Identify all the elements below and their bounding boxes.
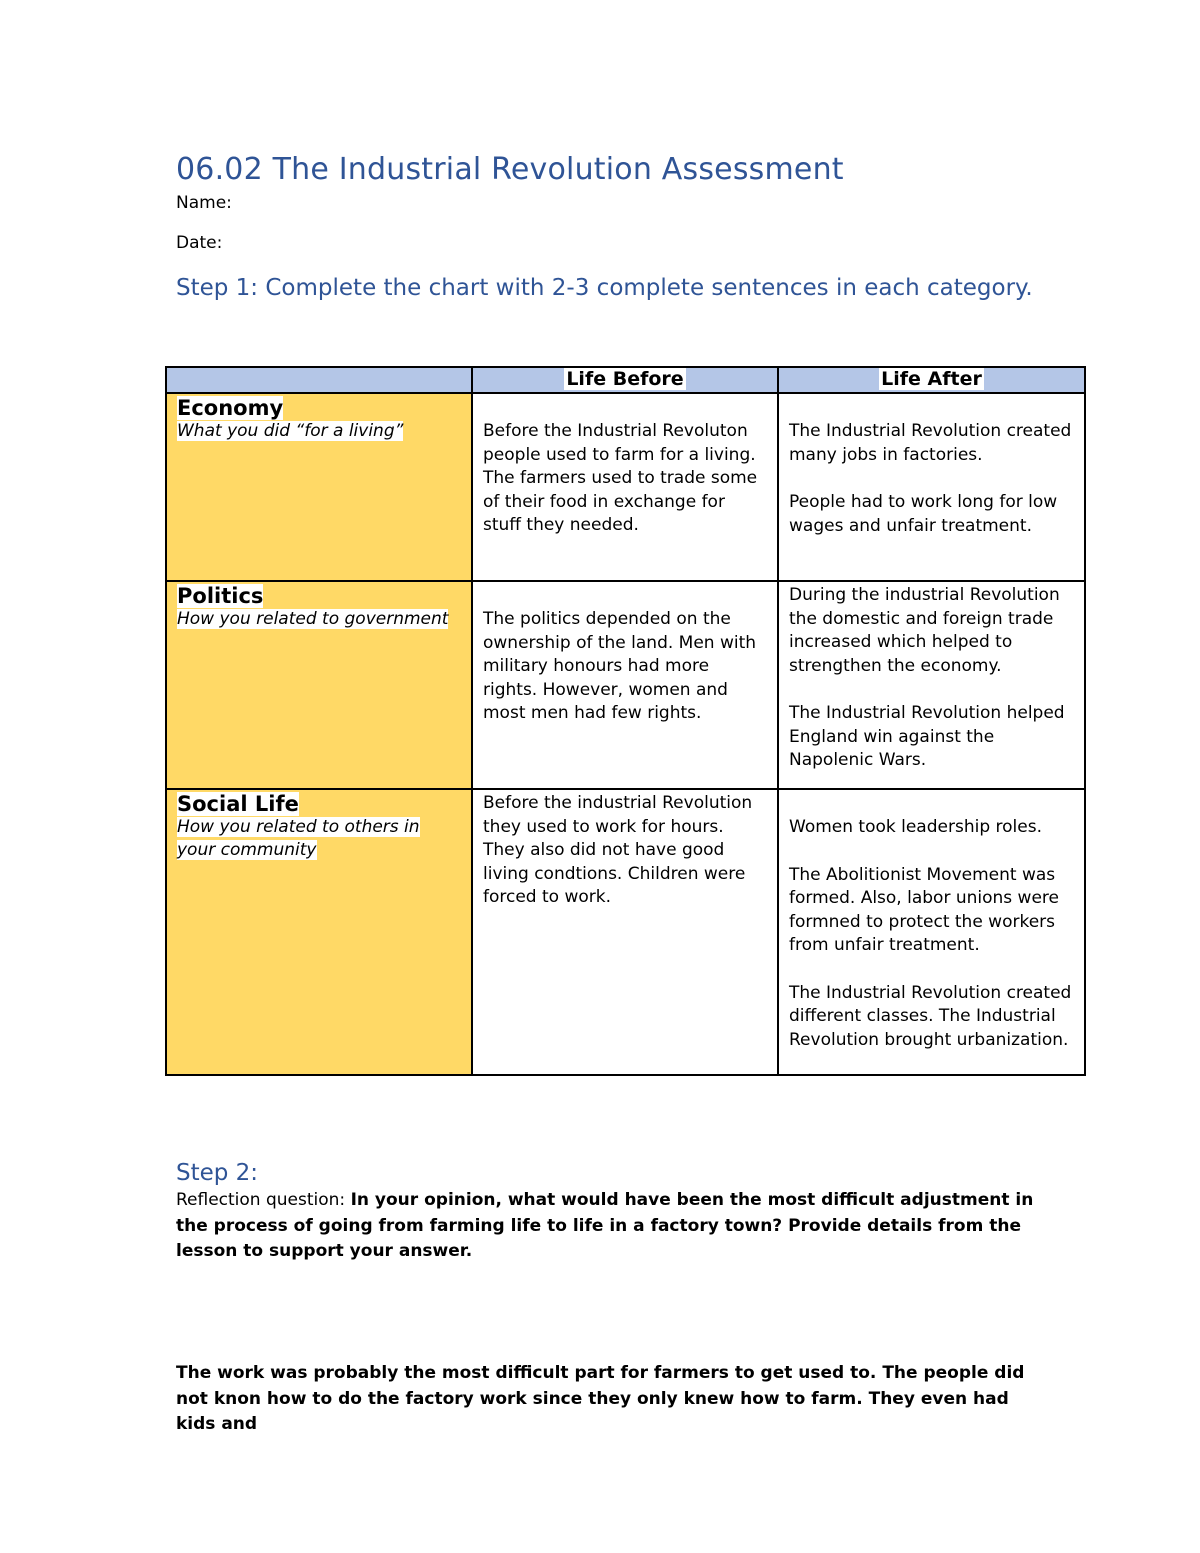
chart-header-row — [166, 367, 1085, 393]
table-row — [166, 581, 1085, 789]
category-description: How you related to government — [177, 609, 449, 629]
category-description: How you related to others in your community — [177, 817, 420, 860]
category-cell-social-life — [166, 789, 472, 1075]
category-name: Economy — [177, 396, 284, 420]
step2-heading: Step 2: — [176, 1160, 259, 1186]
document-title: 06.02 The Industrial Revolution Assessment — [176, 152, 844, 187]
after-cell-economy — [778, 393, 1085, 581]
date-label: Date: — [176, 233, 223, 253]
header-life-before: Life Before — [472, 367, 778, 393]
header-life-after: Life After — [778, 367, 1085, 393]
after-cell-politics — [778, 581, 1085, 789]
before-text: The politics depended on the ownership of the land. Men with military honours had more rights. However, women and most men had few rights. — [483, 609, 757, 723]
reflection-label: Reflection question: — [176, 1190, 351, 1210]
category-name: Politics — [177, 584, 264, 608]
after-text: The Abolitionist Movement was formed. Also, labor unions were formned to protect the workers from unfair treatment. — [789, 864, 1059, 955]
name-label: Name: — [176, 193, 232, 213]
reflection-prompt: In your opinion, what would have been the most difficult adjustment in the process of going from farming life to life in a factory town? Provide details from the lesson to support your answer. — [176, 1190, 1034, 1261]
table-row — [166, 789, 1085, 1075]
step1-heading: Step 1: Complete the chart with 2-3 complete sentences in each category. — [176, 275, 1033, 301]
category-name: Social Life — [177, 792, 299, 816]
after-cell-social-life — [778, 789, 1085, 1075]
reflection-answer: The work was probably the most difficult part for farmers to get used to. The people did not knon how to do the factory work since they only knew how to farm. They even had kids and — [176, 1363, 1025, 1434]
after-text: People had to work long for low wages and unfair treatment. — [789, 492, 1058, 536]
category-cell-politics — [166, 581, 472, 789]
category-description: What you did “for a living” — [177, 421, 404, 441]
after-text: During the industrial Revolution the domestic and foreign trade increased which helped to strengthen the economy. — [789, 585, 1060, 676]
comparison-chart — [165, 366, 1086, 1076]
before-cell-politics — [472, 581, 778, 789]
after-text: The Industrial Revolution helped England win against the Napolenic Wars. — [789, 703, 1065, 770]
before-text: Before the Industrial Revoluton people used to farm for a living. The farmers used to trade some of their food in exchange for stuff they needed. — [483, 421, 758, 535]
header-blank — [166, 367, 472, 393]
after-text: The Industrial Revolution created many jobs in factories. — [789, 421, 1072, 465]
after-text: Women took leadership roles. — [789, 817, 1042, 837]
after-text: The Industrial Revolution created different classes. The Industrial Revolution brought urbanization. — [789, 982, 1072, 1050]
category-cell-economy — [166, 393, 472, 581]
before-cell-social-life — [472, 789, 778, 1075]
table-row — [166, 393, 1085, 581]
before-cell-economy — [472, 393, 778, 581]
before-text: Before the industrial Revolution they used to work for hours. They also did not have good living condtions. Children were forced to work. — [483, 793, 753, 907]
reflection-question — [176, 1188, 1036, 1265]
